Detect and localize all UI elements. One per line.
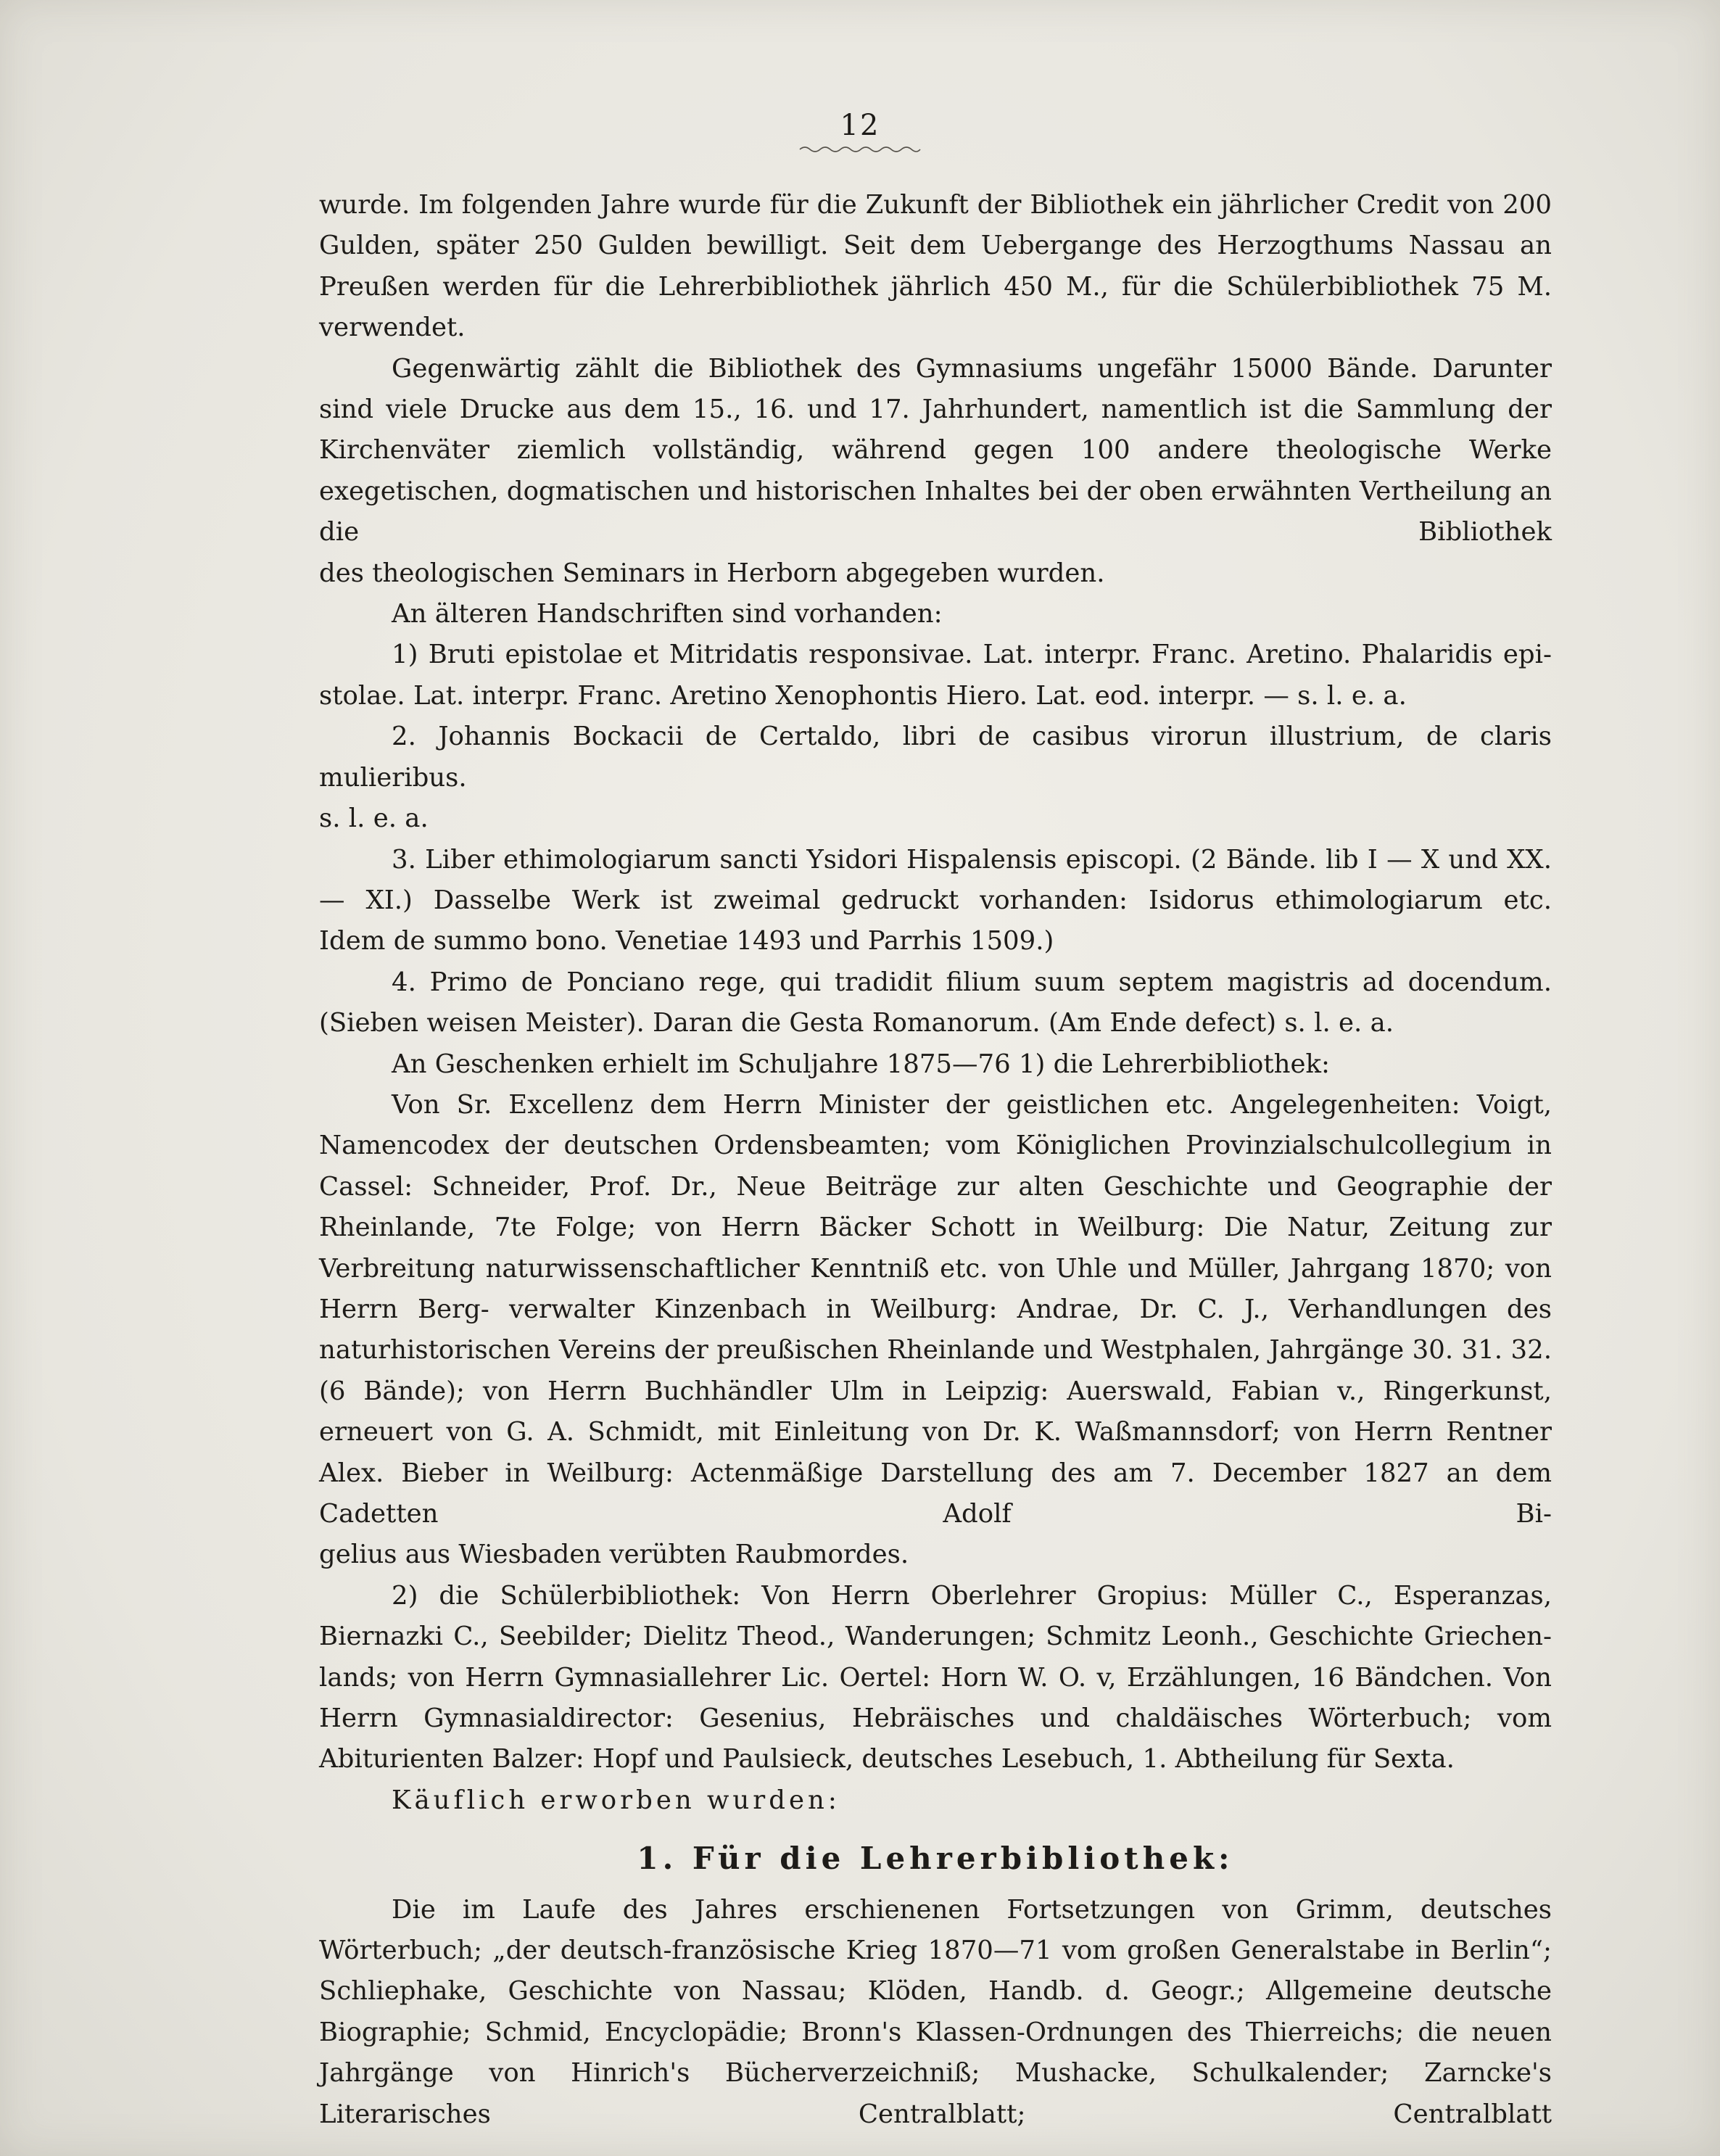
text-line: Von Herrn Gymnasialdirector: Gesenius, Hebräisches und chaldäisches Wörterbuch; vom [319, 1662, 1552, 1734]
text-line: Vereins der preußischen Rheinlande und Westphalen, Jahrgänge 30. 31. 32. (6 Bände); von [319, 1335, 1552, 1406]
paragraph-student-library-gifts-end [319, 1739, 1552, 1780]
text-line: 1) Bruti epistolae et Mitridatis responsivae. Lat. interpr. Franc. Aretino. Phalaridis epi- [392, 640, 1552, 670]
text-line: 2) die Schülerbibliothek: Von Herrn Oberlehrer Gropius: Müller C., Esperanzas, [392, 1580, 1552, 1611]
text-line: Herrn Buchhändler Ulm in Leipzig: Auerswald, Fabian v., Ringerkunst, erneuert von G. A. [319, 1376, 1552, 1447]
text-line: Geschichte von Nassau; Klöden, Handb. d. Geogr.; Allgemeine deutsche Biographie; Schmid, [319, 1976, 1552, 2047]
text-line: Idem de summo bono. Venetiae 1493 und Parrhis 1509.) [319, 926, 1054, 957]
text-line: Schmidt, mit Einleitung von Dr. K. Waßmannsdorf; von Herrn Rentner Alex. Bieber in [319, 1417, 1552, 1488]
text-line: Biernazki C., Seebilder; Dielitz Theod., Wanderungen; Schmitz Leonh., Geschichte Griechen- [319, 1622, 1552, 1652]
text-line: „der deutsch-französische Krieg 1870—71 vom großen Generalstabe in Berlin“; Schliephake, [319, 1936, 1552, 2007]
text-line: 3. Liber ethimologiarum sancti Ysidori Hispalensis episcopi. (2 Bände. lib I — X und [392, 844, 1508, 875]
manuscript-item-2 [319, 716, 1552, 798]
manuscript-item-3-end [319, 921, 1552, 962]
paragraph-purchased-list [319, 1890, 1552, 2135]
manuscript-item-3 [319, 840, 1552, 922]
text-line: verwendet. [319, 313, 466, 343]
text-line: Schneider, Prof. Dr., Neue Beiträge zur alten Geschichte und Geographie der Rheinlande, [319, 1171, 1552, 1243]
text-line: Käuflich erworben wurden: [392, 1785, 840, 1815]
page-number: 12 [840, 109, 880, 142]
paragraph-library-credit-end [319, 307, 1552, 348]
text-line: Gegenwärtig zählt die Bibliothek des Gymnasiums ungefähr 15000 Bände. Darunter [392, 353, 1552, 384]
paragraph-volume-count [319, 349, 1552, 553]
manuscript-item-4 [319, 962, 1552, 1003]
paragraph-teacher-library-gifts-end [319, 1535, 1552, 1575]
page-body-text [319, 185, 1552, 2135]
text-line: An älteren Handschriften sind vorhanden: [392, 599, 943, 629]
paragraph-gifts-intro [319, 1044, 1552, 1085]
text-line: Bücherverzeichniß; Mushacke, Schulkalender; Zarncke's Literarisches Centralblatt; Centralblatt [319, 2058, 1552, 2129]
text-line: naturwissenschaftlicher Kenntniß etc. von Uhle und Müller, Jahrgang 1870; von Herrn Berg- [319, 1253, 1552, 1324]
text-line: Preußen werden für die Lehrerbibliothek jährlich 450 M., für die Schülerbibliothek 75 M. [319, 271, 1552, 302]
paragraph-teacher-library-gifts [319, 1085, 1552, 1535]
text-line: dogmatischen und historischen Inhaltes bei der oben erwähnten Vertheilung an die Bibliothek [319, 476, 1552, 548]
text-line: gelius aus Wiesbaden verübten Raubmordes. [319, 1540, 909, 1570]
section-heading-teacher-library [319, 1838, 1552, 1879]
text-line: Von Sr. Excellenz dem Herrn Minister der geistlichen etc. Angelegenheiten: Voigt, Namencodex [319, 1089, 1552, 1161]
manuscript-item-2-end [319, 798, 1552, 839]
text-line: s. l. e. a. [319, 804, 429, 834]
text-line: (Sieben weisen Meister). Daran die Gesta Romanorum. (Am Ende defect) s. l. e. a. [319, 1008, 1394, 1038]
text-line: Encyclopädie; Bronn's Klassen-Ordnungen des Thierreichs; die neuen Jahrgänge von Hinrich's [319, 2017, 1552, 2089]
text-line: 7te Folge; von Herrn Bäcker Schott in Weilburg: Die Natur, Zeitung zur Verbreitung [319, 1213, 1552, 1284]
text-line: XX. — XI.) Dasselbe Werk ist zweimal gedruckt vorhanden: Isidorus ethimologiarum etc. [319, 844, 1552, 915]
manuscript-item-1-end [319, 676, 1552, 716]
manuscript-item-1 [319, 635, 1552, 675]
text-line: stolae. Lat. interpr. Franc. Aretino Xenophontis Hiero. Lat. eod. interpr. — s. l. e. a. [319, 680, 1407, 711]
paragraph-library-credit [319, 185, 1552, 307]
text-line: verwalter Kinzenbach in Weilburg: Andrae, Dr. C. J., Verhandlungen des naturhistorischen [319, 1294, 1552, 1366]
text-line: An Geschenken erhielt im Schuljahre 1875—76 1) die Lehrerbibliothek: [392, 1049, 1330, 1079]
text-line: des theologischen Seminars in Herborn abgegeben wurden. [319, 558, 1105, 588]
text-line: Gulden, später 250 Gulden bewilligt. Seit dem Uebergange des Herzogthums Nassau an [319, 231, 1552, 261]
wavy-rule-ornament [798, 145, 922, 154]
text-line: 2. Johannis Bockacii de Certaldo, libri de casibus virorun illustrium, de claris mulieribus. [319, 722, 1552, 793]
text-line: sind viele Drucke aus dem 15., 16. und 17. Jahrhundert, namentlich ist die Sammlung der [319, 395, 1552, 425]
text-line: Kirchenväter ziemlich vollständig, während gegen 100 andere theologische Werke exegetischen, [319, 435, 1552, 506]
text-line: Die im Laufe des Jahres erschienenen Fortsetzungen von Grimm, deutsches Wörterbuch; [319, 1894, 1552, 1966]
paragraph-student-library-gifts [319, 1576, 1552, 1740]
heading-text: 1. Für die Lehrerbibliothek: [637, 1841, 1234, 1877]
paragraph-manuscripts-intro [319, 594, 1552, 635]
paragraph-purchased-intro [319, 1780, 1552, 1821]
manuscript-item-4-end [319, 1003, 1552, 1044]
text-line: der deutschen Ordensbeamten; vom Königlichen Provinzialschulcollegium in Cassel: [319, 1131, 1552, 1202]
paragraph-volume-count-end [319, 553, 1552, 594]
text-line: lands; von Herrn Gymnasiallehrer Lic. Oertel: Horn W. O. v, Erzählungen, 16 Bändchen. [319, 1662, 1504, 1693]
text-line: 4. Primo de Ponciano rege, qui tradidit filium suum septem magistris ad docendum. [392, 967, 1552, 997]
page-header [0, 109, 1720, 154]
text-line: wurde. Im folgenden Jahre wurde für die Zukunft der Bibliothek ein jährlicher Credit von 200 [319, 190, 1552, 220]
text-line: Weilburg: Actenmäßige Darstellung des am 7. December 1827 an dem Cadetten Adolf Bi- [319, 1458, 1552, 1529]
text-line: Abiturienten Balzer: Hopf und Paulsieck, deutsches Lesebuch, 1. Abtheilung für Sexta. [319, 1744, 1455, 1775]
